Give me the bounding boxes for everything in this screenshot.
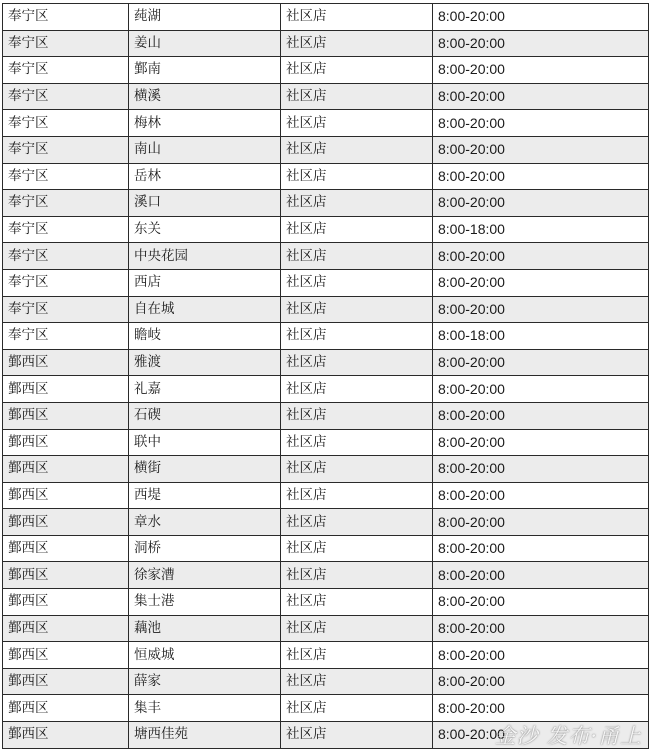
table-row bbox=[3, 562, 649, 589]
table-row bbox=[3, 429, 649, 456]
store-name-cell: 塘西佳苑 bbox=[129, 722, 281, 749]
hours-cell: 8:00-20:00 bbox=[433, 695, 649, 722]
table-row bbox=[3, 30, 649, 57]
hours-cell: 8:00-20:00 bbox=[433, 4, 649, 31]
store-type-cell: 社区店 bbox=[281, 589, 433, 616]
table-row bbox=[3, 615, 649, 642]
store-type-cell: 社区店 bbox=[281, 57, 433, 84]
hours-cell: 8:00-20:00 bbox=[433, 429, 649, 456]
table-row bbox=[3, 695, 649, 722]
district-cell: 鄞西区 bbox=[3, 589, 129, 616]
watermark-logo: 金沙 发布·甬上 bbox=[494, 724, 642, 748]
hours-cell: 8:00-18:00 bbox=[433, 323, 649, 350]
district-cell: 奉宁区 bbox=[3, 83, 129, 110]
district-cell: 鄞西区 bbox=[3, 509, 129, 536]
district-cell: 鄞西区 bbox=[3, 482, 129, 509]
table-row bbox=[3, 163, 649, 190]
table-row bbox=[3, 668, 649, 695]
district-cell: 鄞西区 bbox=[3, 349, 129, 376]
hours-cell: 8:00-20:00 bbox=[433, 349, 649, 376]
store-name-cell: 鄞南 bbox=[129, 57, 281, 84]
district-cell: 鄞西区 bbox=[3, 456, 129, 483]
store-type-cell: 社区店 bbox=[281, 402, 433, 429]
hours-cell: 8:00-20:00 bbox=[433, 269, 649, 296]
store-name-cell: 横街 bbox=[129, 456, 281, 483]
hours-cell: 8:00-18:00 bbox=[433, 216, 649, 243]
store-type-cell: 社区店 bbox=[281, 323, 433, 350]
store-type-cell: 社区店 bbox=[281, 83, 433, 110]
store-type-cell: 社区店 bbox=[281, 695, 433, 722]
store-name-cell: 薛家 bbox=[129, 668, 281, 695]
store-type-cell: 社区店 bbox=[281, 535, 433, 562]
store-type-cell: 社区店 bbox=[281, 482, 433, 509]
store-name-cell: 瞻岐 bbox=[129, 323, 281, 350]
hours-cell: 8:00-20:00 bbox=[433, 376, 649, 403]
store-type-cell: 社区店 bbox=[281, 243, 433, 270]
store-name-cell: 西堤 bbox=[129, 482, 281, 509]
store-name-cell: 西店 bbox=[129, 269, 281, 296]
store-name-cell: 莼湖 bbox=[129, 4, 281, 31]
store-name-cell: 集士港 bbox=[129, 589, 281, 616]
district-cell: 奉宁区 bbox=[3, 296, 129, 323]
district-cell: 奉宁区 bbox=[3, 4, 129, 31]
store-name-cell: 姜山 bbox=[129, 30, 281, 57]
district-cell: 奉宁区 bbox=[3, 136, 129, 163]
store-name-cell: 恒威城 bbox=[129, 642, 281, 669]
table-row bbox=[3, 642, 649, 669]
hours-cell: 8:00-20:00 bbox=[433, 83, 649, 110]
store-type-cell: 社区店 bbox=[281, 296, 433, 323]
hours-cell: 8:00-20:00 bbox=[433, 456, 649, 483]
store-name-cell: 集丰 bbox=[129, 695, 281, 722]
table-row bbox=[3, 376, 649, 403]
table-row bbox=[3, 83, 649, 110]
district-cell: 鄞西区 bbox=[3, 429, 129, 456]
table-row bbox=[3, 509, 649, 536]
district-cell: 奉宁区 bbox=[3, 163, 129, 190]
hours-cell: 8:00-20:00 bbox=[433, 296, 649, 323]
table-row bbox=[3, 243, 649, 270]
table-row bbox=[3, 190, 649, 217]
store-type-cell: 社区店 bbox=[281, 722, 433, 749]
store-type-cell: 社区店 bbox=[281, 190, 433, 217]
store-name-cell: 章水 bbox=[129, 509, 281, 536]
store-name-cell: 联中 bbox=[129, 429, 281, 456]
hours-cell: 8:00-20:00 bbox=[433, 722, 649, 749]
district-cell: 鄞西区 bbox=[3, 722, 129, 749]
store-name-cell: 洞桥 bbox=[129, 535, 281, 562]
table-row bbox=[3, 136, 649, 163]
hours-cell: 8:00-20:00 bbox=[433, 57, 649, 84]
hours-cell: 8:00-20:00 bbox=[433, 190, 649, 217]
store-name-cell: 岳林 bbox=[129, 163, 281, 190]
district-cell: 奉宁区 bbox=[3, 269, 129, 296]
hours-cell: 8:00-20:00 bbox=[433, 535, 649, 562]
store-name-cell: 徐家漕 bbox=[129, 562, 281, 589]
store-name-cell: 东关 bbox=[129, 216, 281, 243]
store-type-cell: 社区店 bbox=[281, 4, 433, 31]
store-name-cell: 南山 bbox=[129, 136, 281, 163]
table-row bbox=[3, 456, 649, 483]
table-body bbox=[3, 4, 649, 749]
store-name-cell: 中央花园 bbox=[129, 243, 281, 270]
store-type-cell: 社区店 bbox=[281, 642, 433, 669]
store-name-cell: 自在城 bbox=[129, 296, 281, 323]
hours-cell: 8:00-20:00 bbox=[433, 243, 649, 270]
table-row bbox=[3, 269, 649, 296]
store-name-cell: 礼嘉 bbox=[129, 376, 281, 403]
table-row bbox=[3, 589, 649, 616]
district-cell: 奉宁区 bbox=[3, 110, 129, 137]
table-row bbox=[3, 535, 649, 562]
store-name-cell: 横溪 bbox=[129, 83, 281, 110]
hours-cell: 8:00-20:00 bbox=[433, 30, 649, 57]
table-row bbox=[3, 216, 649, 243]
store-type-cell: 社区店 bbox=[281, 562, 433, 589]
table-row bbox=[3, 4, 649, 31]
table-row bbox=[3, 296, 649, 323]
district-cell: 奉宁区 bbox=[3, 30, 129, 57]
hours-cell: 8:00-20:00 bbox=[433, 642, 649, 669]
table-row bbox=[3, 57, 649, 84]
store-hours-table bbox=[2, 3, 649, 749]
hours-cell: 8:00-20:00 bbox=[433, 509, 649, 536]
store-name-cell: 溪口 bbox=[129, 190, 281, 217]
table-row bbox=[3, 349, 649, 376]
store-type-cell: 社区店 bbox=[281, 136, 433, 163]
hours-cell: 8:00-20:00 bbox=[433, 615, 649, 642]
district-cell: 鄞西区 bbox=[3, 402, 129, 429]
hours-cell: 8:00-20:00 bbox=[433, 589, 649, 616]
district-cell: 鄞西区 bbox=[3, 695, 129, 722]
store-type-cell: 社区店 bbox=[281, 376, 433, 403]
store-name-cell: 藕池 bbox=[129, 615, 281, 642]
district-cell: 鄞西区 bbox=[3, 535, 129, 562]
hours-cell: 8:00-20:00 bbox=[433, 668, 649, 695]
district-cell: 奉宁区 bbox=[3, 243, 129, 270]
district-cell: 奉宁区 bbox=[3, 216, 129, 243]
store-type-cell: 社区店 bbox=[281, 456, 433, 483]
hours-cell: 8:00-20:00 bbox=[433, 163, 649, 190]
store-type-cell: 社区店 bbox=[281, 615, 433, 642]
store-name-cell: 石碶 bbox=[129, 402, 281, 429]
hours-cell: 8:00-20:00 bbox=[433, 482, 649, 509]
store-type-cell: 社区店 bbox=[281, 269, 433, 296]
district-cell: 鄞西区 bbox=[3, 642, 129, 669]
store-type-cell: 社区店 bbox=[281, 30, 433, 57]
table-row bbox=[3, 323, 649, 350]
store-type-cell: 社区店 bbox=[281, 429, 433, 456]
table-row bbox=[3, 110, 649, 137]
store-type-cell: 社区店 bbox=[281, 509, 433, 536]
district-cell: 奉宁区 bbox=[3, 323, 129, 350]
table-row bbox=[3, 402, 649, 429]
table-row bbox=[3, 482, 649, 509]
hours-cell: 8:00-20:00 bbox=[433, 402, 649, 429]
hours-cell: 8:00-20:00 bbox=[433, 562, 649, 589]
district-cell: 奉宁区 bbox=[3, 190, 129, 217]
store-name-cell: 雅渡 bbox=[129, 349, 281, 376]
table-row bbox=[3, 722, 649, 749]
district-cell: 鄞西区 bbox=[3, 376, 129, 403]
hours-cell: 8:00-20:00 bbox=[433, 110, 649, 137]
district-cell: 鄞西区 bbox=[3, 615, 129, 642]
store-type-cell: 社区店 bbox=[281, 163, 433, 190]
district-cell: 鄞西区 bbox=[3, 668, 129, 695]
store-type-cell: 社区店 bbox=[281, 349, 433, 376]
store-type-cell: 社区店 bbox=[281, 216, 433, 243]
store-type-cell: 社区店 bbox=[281, 668, 433, 695]
district-cell: 奉宁区 bbox=[3, 57, 129, 84]
hours-cell: 8:00-20:00 bbox=[433, 136, 649, 163]
store-name-cell: 梅林 bbox=[129, 110, 281, 137]
district-cell: 鄞西区 bbox=[3, 562, 129, 589]
store-type-cell: 社区店 bbox=[281, 110, 433, 137]
